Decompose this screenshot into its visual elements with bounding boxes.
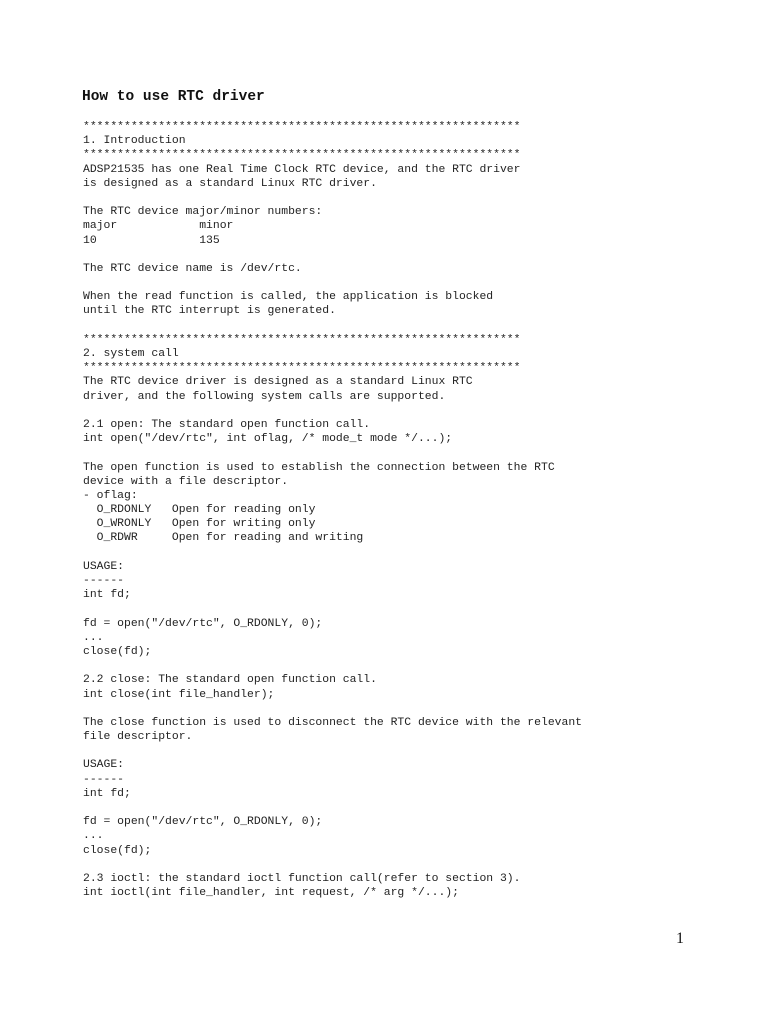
text-line: 2.3 ioctl: the standard ioctl function call(refer to section 3). xyxy=(83,872,521,885)
text-line: ADSP21535 has one Real Time Clock RTC device, and the RTC driver xyxy=(83,163,521,176)
text-line: 2.1 open: The standard open function call. xyxy=(83,418,371,431)
text-line: file descriptor. xyxy=(83,731,193,744)
blank-line xyxy=(83,602,582,616)
blank-line xyxy=(83,404,582,418)
blank-line xyxy=(83,702,582,716)
text-line: 1. Introduction xyxy=(83,135,186,148)
blank-line xyxy=(83,858,582,872)
text-line: ------ xyxy=(83,575,125,587)
blank-line xyxy=(83,659,582,673)
text-line: **************************************************************** xyxy=(83,362,521,375)
text-line: The RTC device major/minor numbers: xyxy=(83,206,323,219)
text-line: USAGE: xyxy=(83,560,125,573)
blank-line xyxy=(83,248,582,262)
blank-line xyxy=(83,276,582,290)
text-line: O_RDWR Open for reading and writing xyxy=(83,532,364,545)
text-line: O_WRONLY Open for writing only xyxy=(83,518,316,531)
text-line: **************************************************************** xyxy=(83,333,521,346)
blank-line xyxy=(83,546,582,560)
text-line: **************************************************************** xyxy=(83,121,521,133)
text-line: ... xyxy=(83,631,104,644)
text-line: The open function is used to establish the connection between the RTC xyxy=(83,461,555,474)
text-line: int close(int file_handler); xyxy=(83,688,275,701)
text-line: major minor xyxy=(83,220,234,233)
text-line: 10 135 xyxy=(83,234,220,247)
text-line: int fd; xyxy=(83,787,131,800)
text-line: close(fd); xyxy=(83,844,152,857)
text-line: driver, and the following system calls are supported. xyxy=(83,390,446,403)
page-number: 1 xyxy=(676,930,684,947)
text-line: 2.2 close: The standard open function call. xyxy=(83,674,377,687)
text-line: The RTC device name is /dev/rtc. xyxy=(83,262,302,275)
text-line: is designed as a standard Linux RTC driver. xyxy=(83,177,377,190)
text-line: fd = open("/dev/rtc", O_RDONLY, 0); xyxy=(83,617,323,630)
text-line: 2. system call xyxy=(83,348,179,360)
text-line: fd = open("/dev/rtc", O_RDONLY, 0); xyxy=(83,816,323,829)
text-line: int fd; xyxy=(83,589,131,602)
text-line: The close function is used to disconnect the RTC device with the relevant xyxy=(83,716,582,729)
text-line: **************************************************************** xyxy=(83,149,521,162)
text-line: When the read function is called, the application is blocked xyxy=(83,291,494,304)
text-line: device with a file descriptor. xyxy=(83,475,289,488)
text-line: ------ xyxy=(83,773,125,786)
text-line: - oflag: xyxy=(83,489,138,502)
text-line: O_RDONLY Open for reading only xyxy=(83,504,316,517)
blank-line xyxy=(83,801,582,815)
text-line: The RTC device driver is designed as a standard Linux RTC xyxy=(83,376,473,389)
text-line: USAGE: xyxy=(83,759,125,772)
text-line: int open("/dev/rtc", int oflag, /* mode_t mode */...); xyxy=(83,433,453,446)
blank-line xyxy=(83,191,582,205)
document-title: How to use RTC driver xyxy=(82,89,265,105)
text-line: ... xyxy=(83,830,104,843)
document-body xyxy=(83,120,582,900)
text-line: close(fd); xyxy=(83,645,152,658)
blank-line xyxy=(83,319,582,333)
blank-line xyxy=(83,744,582,758)
blank-line xyxy=(83,446,582,460)
text-line: int ioctl(int file_handler, int request, /* arg */...); xyxy=(83,887,459,900)
text-line: until the RTC interrupt is generated. xyxy=(83,305,336,318)
